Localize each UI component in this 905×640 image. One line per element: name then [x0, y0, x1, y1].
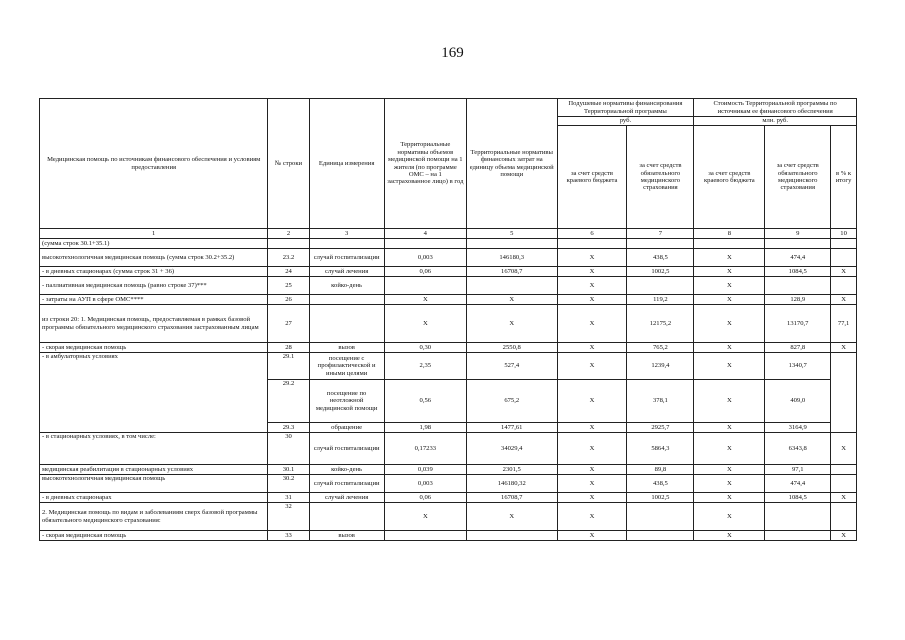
row-label: - в амбулаторных условиях	[40, 353, 268, 433]
row-percent: X	[831, 267, 857, 277]
row-percent	[831, 353, 857, 433]
row-percent: X	[831, 531, 857, 541]
row-label: - паллиативная медицинская помощь (равно строке 37)***	[40, 277, 268, 295]
row-unit: случай лечения	[309, 267, 384, 277]
row-oms-mln: 827,8	[765, 343, 831, 353]
row-oms-mln	[765, 531, 831, 541]
row-oms-rub: 119,2	[627, 295, 694, 305]
row-regional-rub: X	[557, 277, 627, 295]
row-number: 23.2	[268, 249, 309, 267]
row-unit: случай госпитализации	[309, 433, 384, 465]
column-number: 4	[384, 229, 466, 239]
row-regional-rub	[557, 239, 627, 249]
row-unit: случай лечения	[309, 493, 384, 503]
header-unit: Единица измерения	[309, 99, 384, 229]
row-unit: случай госпитализации	[309, 249, 384, 267]
table-row	[40, 475, 857, 493]
row-cost: X	[466, 305, 557, 343]
row-oms-rub	[627, 239, 694, 249]
row-cost: 1477,61	[466, 423, 557, 433]
row-regional-mln: X	[694, 475, 765, 493]
row-volume: 1,98	[384, 423, 466, 433]
row-percent	[831, 249, 857, 267]
row-percent	[831, 239, 857, 249]
row-oms-mln	[765, 239, 831, 249]
row-percent	[831, 465, 857, 475]
table-row	[40, 295, 857, 305]
row-number: 29.1	[268, 353, 309, 380]
row-percent: X	[831, 343, 857, 353]
row-unit: посещение с профилактической и иными целями	[309, 353, 384, 380]
row-cost: 2301,5	[466, 465, 557, 475]
row-regional-mln: X	[694, 249, 765, 267]
row-unit: обращение	[309, 423, 384, 433]
row-number: 29.2	[268, 380, 309, 423]
row-oms-mln: 13170,7	[765, 305, 831, 343]
row-volume	[384, 277, 466, 295]
row-label: (сумма строк 30.1+35.1)	[40, 239, 268, 249]
row-percent: X	[831, 493, 857, 503]
column-number: 7	[627, 229, 694, 239]
header-oms-mln: за счет средств обязательного медицинского страхования	[765, 126, 831, 229]
row-volume: 0,06	[384, 493, 466, 503]
row-oms-mln: 128,9	[765, 295, 831, 305]
column-number: 1	[40, 229, 268, 239]
row-regional-mln: X	[694, 277, 765, 295]
row-number: 29.3	[268, 423, 309, 433]
row-oms-mln	[765, 277, 831, 295]
row-label: из строки 20: 1. Медицинская помощь, предоставляемая в рамках базовой программы обязательного медицинского страхования застрахованным лицам	[40, 305, 268, 343]
row-label: 2. Медицинская помощь по видам и заболеваниям сверх базовой программы обязательного медицинского страхования:	[40, 503, 268, 531]
table-row	[40, 267, 857, 277]
row-unit: койко-день	[309, 277, 384, 295]
row-volume: 0,06	[384, 267, 466, 277]
row-percent: X	[831, 433, 857, 465]
row-oms-rub: 1239,4	[627, 353, 694, 380]
table-row	[40, 249, 857, 267]
row-regional-mln: X	[694, 380, 765, 423]
row-regional-rub: X	[557, 433, 627, 465]
row-regional-mln: X	[694, 267, 765, 277]
row-cost: 16708,7	[466, 267, 557, 277]
row-number: 28	[268, 343, 309, 353]
row-oms-rub: 438,5	[627, 475, 694, 493]
row-oms-mln: 97,1	[765, 465, 831, 475]
column-number: 5	[466, 229, 557, 239]
row-volume: X	[384, 503, 466, 531]
financing-norms-table	[39, 98, 857, 541]
header-program-cost-group: Стоимость Территориальной программы по источникам ее финансового обеспечения	[694, 99, 857, 117]
row-percent	[831, 277, 857, 295]
column-numbers-row	[40, 229, 857, 239]
row-regional-rub: X	[557, 423, 627, 433]
row-volume: 0,56	[384, 380, 466, 423]
row-label: - скорая медицинская помощь	[40, 531, 268, 541]
row-unit	[309, 305, 384, 343]
row-regional-mln: X	[694, 343, 765, 353]
row-volume	[384, 239, 466, 249]
row-oms-mln: 3164,9	[765, 423, 831, 433]
row-cost: X	[466, 295, 557, 305]
table-row	[40, 239, 857, 249]
row-oms-rub: 89,8	[627, 465, 694, 475]
row-regional-mln: X	[694, 305, 765, 343]
row-regional-rub: X	[557, 305, 627, 343]
row-number: 30.2	[268, 475, 309, 493]
row-oms-mln: 409,0	[765, 380, 831, 423]
row-regional-rub: X	[557, 249, 627, 267]
row-regional-rub: X	[557, 343, 627, 353]
row-cost	[466, 531, 557, 541]
header-care-type: Медицинская помощь по источникам финансового обеспечения и условиям предоставления	[40, 99, 268, 229]
row-cost: 2550,8	[466, 343, 557, 353]
column-number: 2	[268, 229, 309, 239]
row-volume: 0,003	[384, 475, 466, 493]
header-volume-norms: Территориальные нормативы объемов медицинской помощи на 1 жителя (по программе ОМС – на 1 застрахованное лицо) в год	[384, 99, 466, 229]
row-volume: X	[384, 305, 466, 343]
row-oms-mln: 1084,5	[765, 267, 831, 277]
row-label: - скорая медицинская помощь	[40, 343, 268, 353]
row-oms-rub: 438,5	[627, 249, 694, 267]
row-oms-rub: 5864,3	[627, 433, 694, 465]
table-row	[40, 465, 857, 475]
row-percent: 77,1	[831, 305, 857, 343]
row-number: 30.1	[268, 465, 309, 475]
row-oms-rub	[627, 531, 694, 541]
row-regional-rub: X	[557, 493, 627, 503]
row-unit: вызов	[309, 343, 384, 353]
row-label: высокотехнологичная медицинская помощь (сумма строк 30.2+35.2)	[40, 249, 268, 267]
row-cost: 527,4	[466, 353, 557, 380]
header-percent-of-total: в % к итогу	[831, 126, 857, 229]
row-regional-mln: X	[694, 295, 765, 305]
header-unit-rub: руб.	[557, 117, 694, 126]
header-cost-norms: Территориальные нормативы финансовых затрат на единицу объема медицинской помощи	[466, 99, 557, 229]
row-oms-mln: 6343,8	[765, 433, 831, 465]
row-regional-mln: X	[694, 503, 765, 531]
row-regional-rub: X	[557, 503, 627, 531]
row-oms-mln	[765, 503, 831, 531]
row-oms-rub: 1002,5	[627, 267, 694, 277]
row-volume	[384, 531, 466, 541]
row-volume: 2,35	[384, 353, 466, 380]
row-unit: случай госпитализации	[309, 475, 384, 493]
row-label: медицинская реабилитация в стационарных условиях	[40, 465, 268, 475]
row-label: - затраты на АУП в сфере ОМС****	[40, 295, 268, 305]
row-number: 33	[268, 531, 309, 541]
column-number: 9	[765, 229, 831, 239]
row-label: - в дневных стационарах	[40, 493, 268, 503]
table-row	[40, 343, 857, 353]
row-label: - в стационарных условиях, в том числе:	[40, 433, 268, 465]
row-number: 26	[268, 295, 309, 305]
row-oms-rub: 1002,5	[627, 493, 694, 503]
row-cost: 146180,32	[466, 475, 557, 493]
row-cost	[466, 277, 557, 295]
table-row	[40, 493, 857, 503]
row-unit	[309, 503, 384, 531]
header-regional-budget-rub: за счет средств краевого бюджета	[557, 126, 627, 229]
row-cost	[466, 239, 557, 249]
row-regional-mln: X	[694, 465, 765, 475]
row-number	[268, 239, 309, 249]
row-cost: 675,2	[466, 380, 557, 423]
row-cost: 16708,7	[466, 493, 557, 503]
row-oms-rub: 12175,2	[627, 305, 694, 343]
header-row-number: № строки	[268, 99, 309, 229]
row-oms-mln: 1084,5	[765, 493, 831, 503]
header-per-capita-group: Подушевые нормативы финансирования Территориальной программы	[557, 99, 694, 117]
row-oms-rub: 2925,7	[627, 423, 694, 433]
column-number: 3	[309, 229, 384, 239]
row-regional-mln: X	[694, 353, 765, 380]
row-regional-mln: X	[694, 433, 765, 465]
row-volume: 0,039	[384, 465, 466, 475]
column-number: 6	[557, 229, 627, 239]
table-row	[40, 531, 857, 541]
page-number: 169	[441, 45, 464, 61]
row-oms-mln: 1340,7	[765, 353, 831, 380]
row-regional-rub: X	[557, 295, 627, 305]
column-number: 10	[831, 229, 857, 239]
header-unit-mln-rub: млн. руб.	[694, 117, 857, 126]
table-row	[40, 305, 857, 343]
row-regional-rub: X	[557, 380, 627, 423]
header-oms-rub: за счет средств обязательного медицинского страхования	[627, 126, 694, 229]
row-oms-rub: 765,2	[627, 343, 694, 353]
row-oms-rub	[627, 277, 694, 295]
row-percent: X	[831, 295, 857, 305]
row-label: - в дневных стационарах (сумма строк 31 + 36)	[40, 267, 268, 277]
row-number: 27	[268, 305, 309, 343]
row-cost: 34029,4	[466, 433, 557, 465]
row-regional-rub: X	[557, 353, 627, 380]
row-regional-rub: X	[557, 267, 627, 277]
row-unit: посещение по неотложной медицинской помощи	[309, 380, 384, 423]
row-unit	[309, 239, 384, 249]
row-number: 32	[268, 503, 309, 531]
row-volume: 0,30	[384, 343, 466, 353]
row-regional-mln	[694, 239, 765, 249]
row-cost: X	[466, 503, 557, 531]
row-label: высокотехнологичная медицинская помощь	[40, 475, 268, 493]
row-unit: койко-день	[309, 465, 384, 475]
row-regional-mln: X	[694, 423, 765, 433]
row-percent	[831, 475, 857, 493]
row-unit	[309, 295, 384, 305]
header-regional-budget-mln: за счет средств краевого бюджета	[694, 126, 765, 229]
row-regional-rub: X	[557, 475, 627, 493]
row-number: 25	[268, 277, 309, 295]
row-regional-rub: X	[557, 531, 627, 541]
row-number: 31	[268, 493, 309, 503]
row-oms-rub	[627, 503, 694, 531]
row-percent	[831, 503, 857, 531]
row-oms-mln: 474,4	[765, 249, 831, 267]
row-volume: 0,17233	[384, 433, 466, 465]
row-volume: 0,003	[384, 249, 466, 267]
row-regional-mln: X	[694, 493, 765, 503]
table-row	[40, 277, 857, 295]
row-regional-rub: X	[557, 465, 627, 475]
row-regional-mln: X	[694, 531, 765, 541]
table-row	[40, 503, 857, 531]
table-row	[40, 433, 857, 465]
row-cost: 146180,3	[466, 249, 557, 267]
row-oms-mln: 474,4	[765, 475, 831, 493]
row-number: 30	[268, 433, 309, 465]
row-oms-rub: 378,1	[627, 380, 694, 423]
row-number: 24	[268, 267, 309, 277]
table-row	[40, 353, 857, 380]
row-volume: X	[384, 295, 466, 305]
row-unit: вызов	[309, 531, 384, 541]
column-number: 8	[694, 229, 765, 239]
